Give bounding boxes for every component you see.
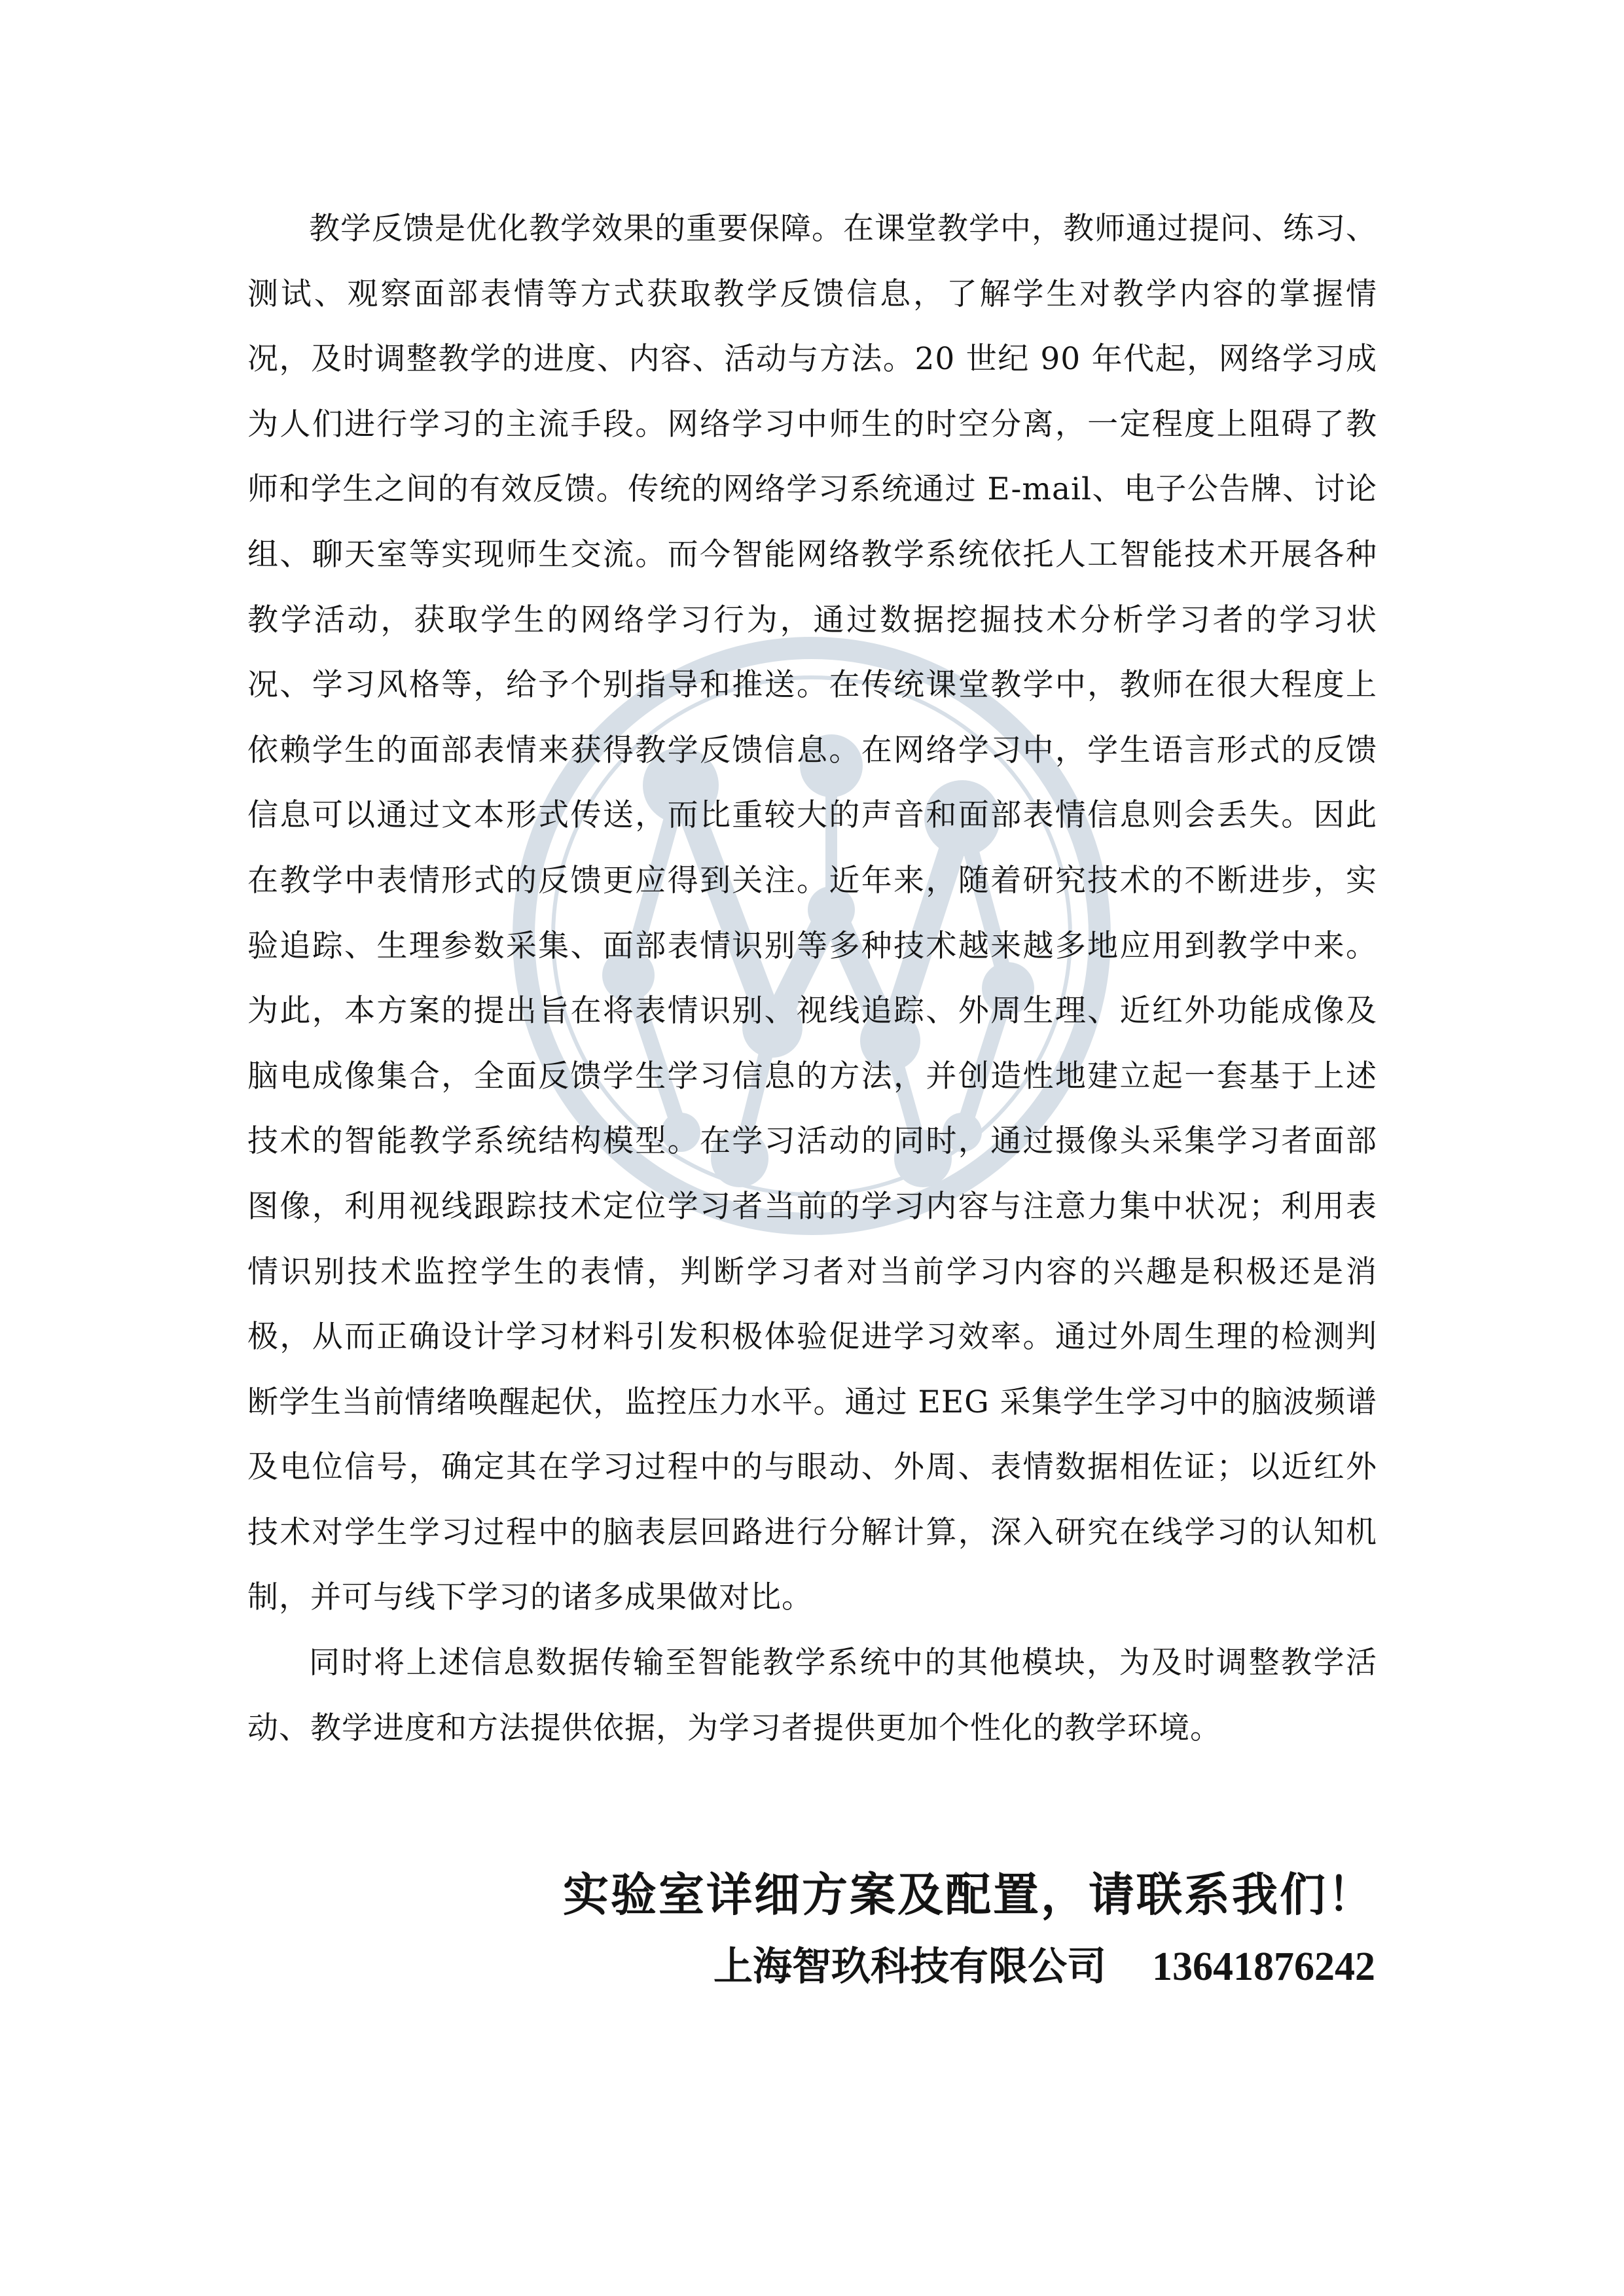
contact-block [563,1859,1375,2003]
contact-company-line [563,1931,1375,2003]
paragraph-data-transmission: 同时将上述信息数据传输至智能教学系统中的其他模块，为及时调整教学活动、教学进度和方法提供依据，为学习者提供更加个性化的教学环境。 [247,1645,1377,1746]
phone-number: 13641876242 [1152,1945,1375,1989]
paragraph-feedback-overview: 教学反馈是优化教学效果的重要保障。在课堂教学中，教师通过提问、练习、测试、观察面部表情等方式获取教学反馈信息，了解学生对教学内容的掌握情况，及时调整教学的进度、内容、活动与方法。20 世纪 90 年代起，网络学习成为人们进行学习的主流手段。网络学习中师生的时空分离，一定程度上阻碍了教师和学生之间的有效反馈。传统的网络学习系统通过 E-mail、电子公告牌、讨论组、聊天室等实现师生交流。而今智能网络教学系统依托人工智能技术开展各种教学活动，获取学生的网络学习行为，通过数据挖掘技术分析学习者的学习状况、学习风格等，给予个别指导和推送。在传统课堂教学中，教师在很大程度上依赖学生的面部表情来获得教学反馈信息。在网络学习中，学生语言形式的反馈信息可以通过文本形式传送，而比重较大的声音和面部表情信息则会丢失。因此在教学中表情形式的反馈更应得到关注。近年来，随着研究技术的不断进步，实验追踪、生理参数采集、面部表情识别等多种技术越来越多地应用到教学中来。为此，本方案的提出旨在将表情识别、视线追踪、外周生理、近红外功能成像及脑电成像集合，全面反馈学生学习信息的方法，并创造性地建立起一套基于上述技术的智能教学系统结构模型。在学习活动的同时，通过摄像头采集学习者面部图像，利用视线跟踪技术定位学习者当前的学习内容与注意力集中状况；利用表情识别技术监控学生的表情，判断学习者对当前学习内容的兴趣是积极还是消极，从而正确设计学习材料引发积极体验促进学习效率。通过外周生理的检测判断学生当前情绪唤醒起伏，监控压力水平。通过 EEG 采集学生学习中的脑波频谱及电位信号，确定其在学习过程中的与眼动、外周、表情数据相佐证；以近红外技术对学生学习过程中的脑表层回路进行分解计算，深入研究在线学习的认知机制，并可与线下学习的诸多成果做对比。 [247,211,1377,1616]
body-text [247,196,1377,1761]
company-name: 上海智玖科技有限公司 [713,1944,1106,1990]
contact-title: 实验室详细方案及配置，请联系我们！ [563,1867,1375,1922]
